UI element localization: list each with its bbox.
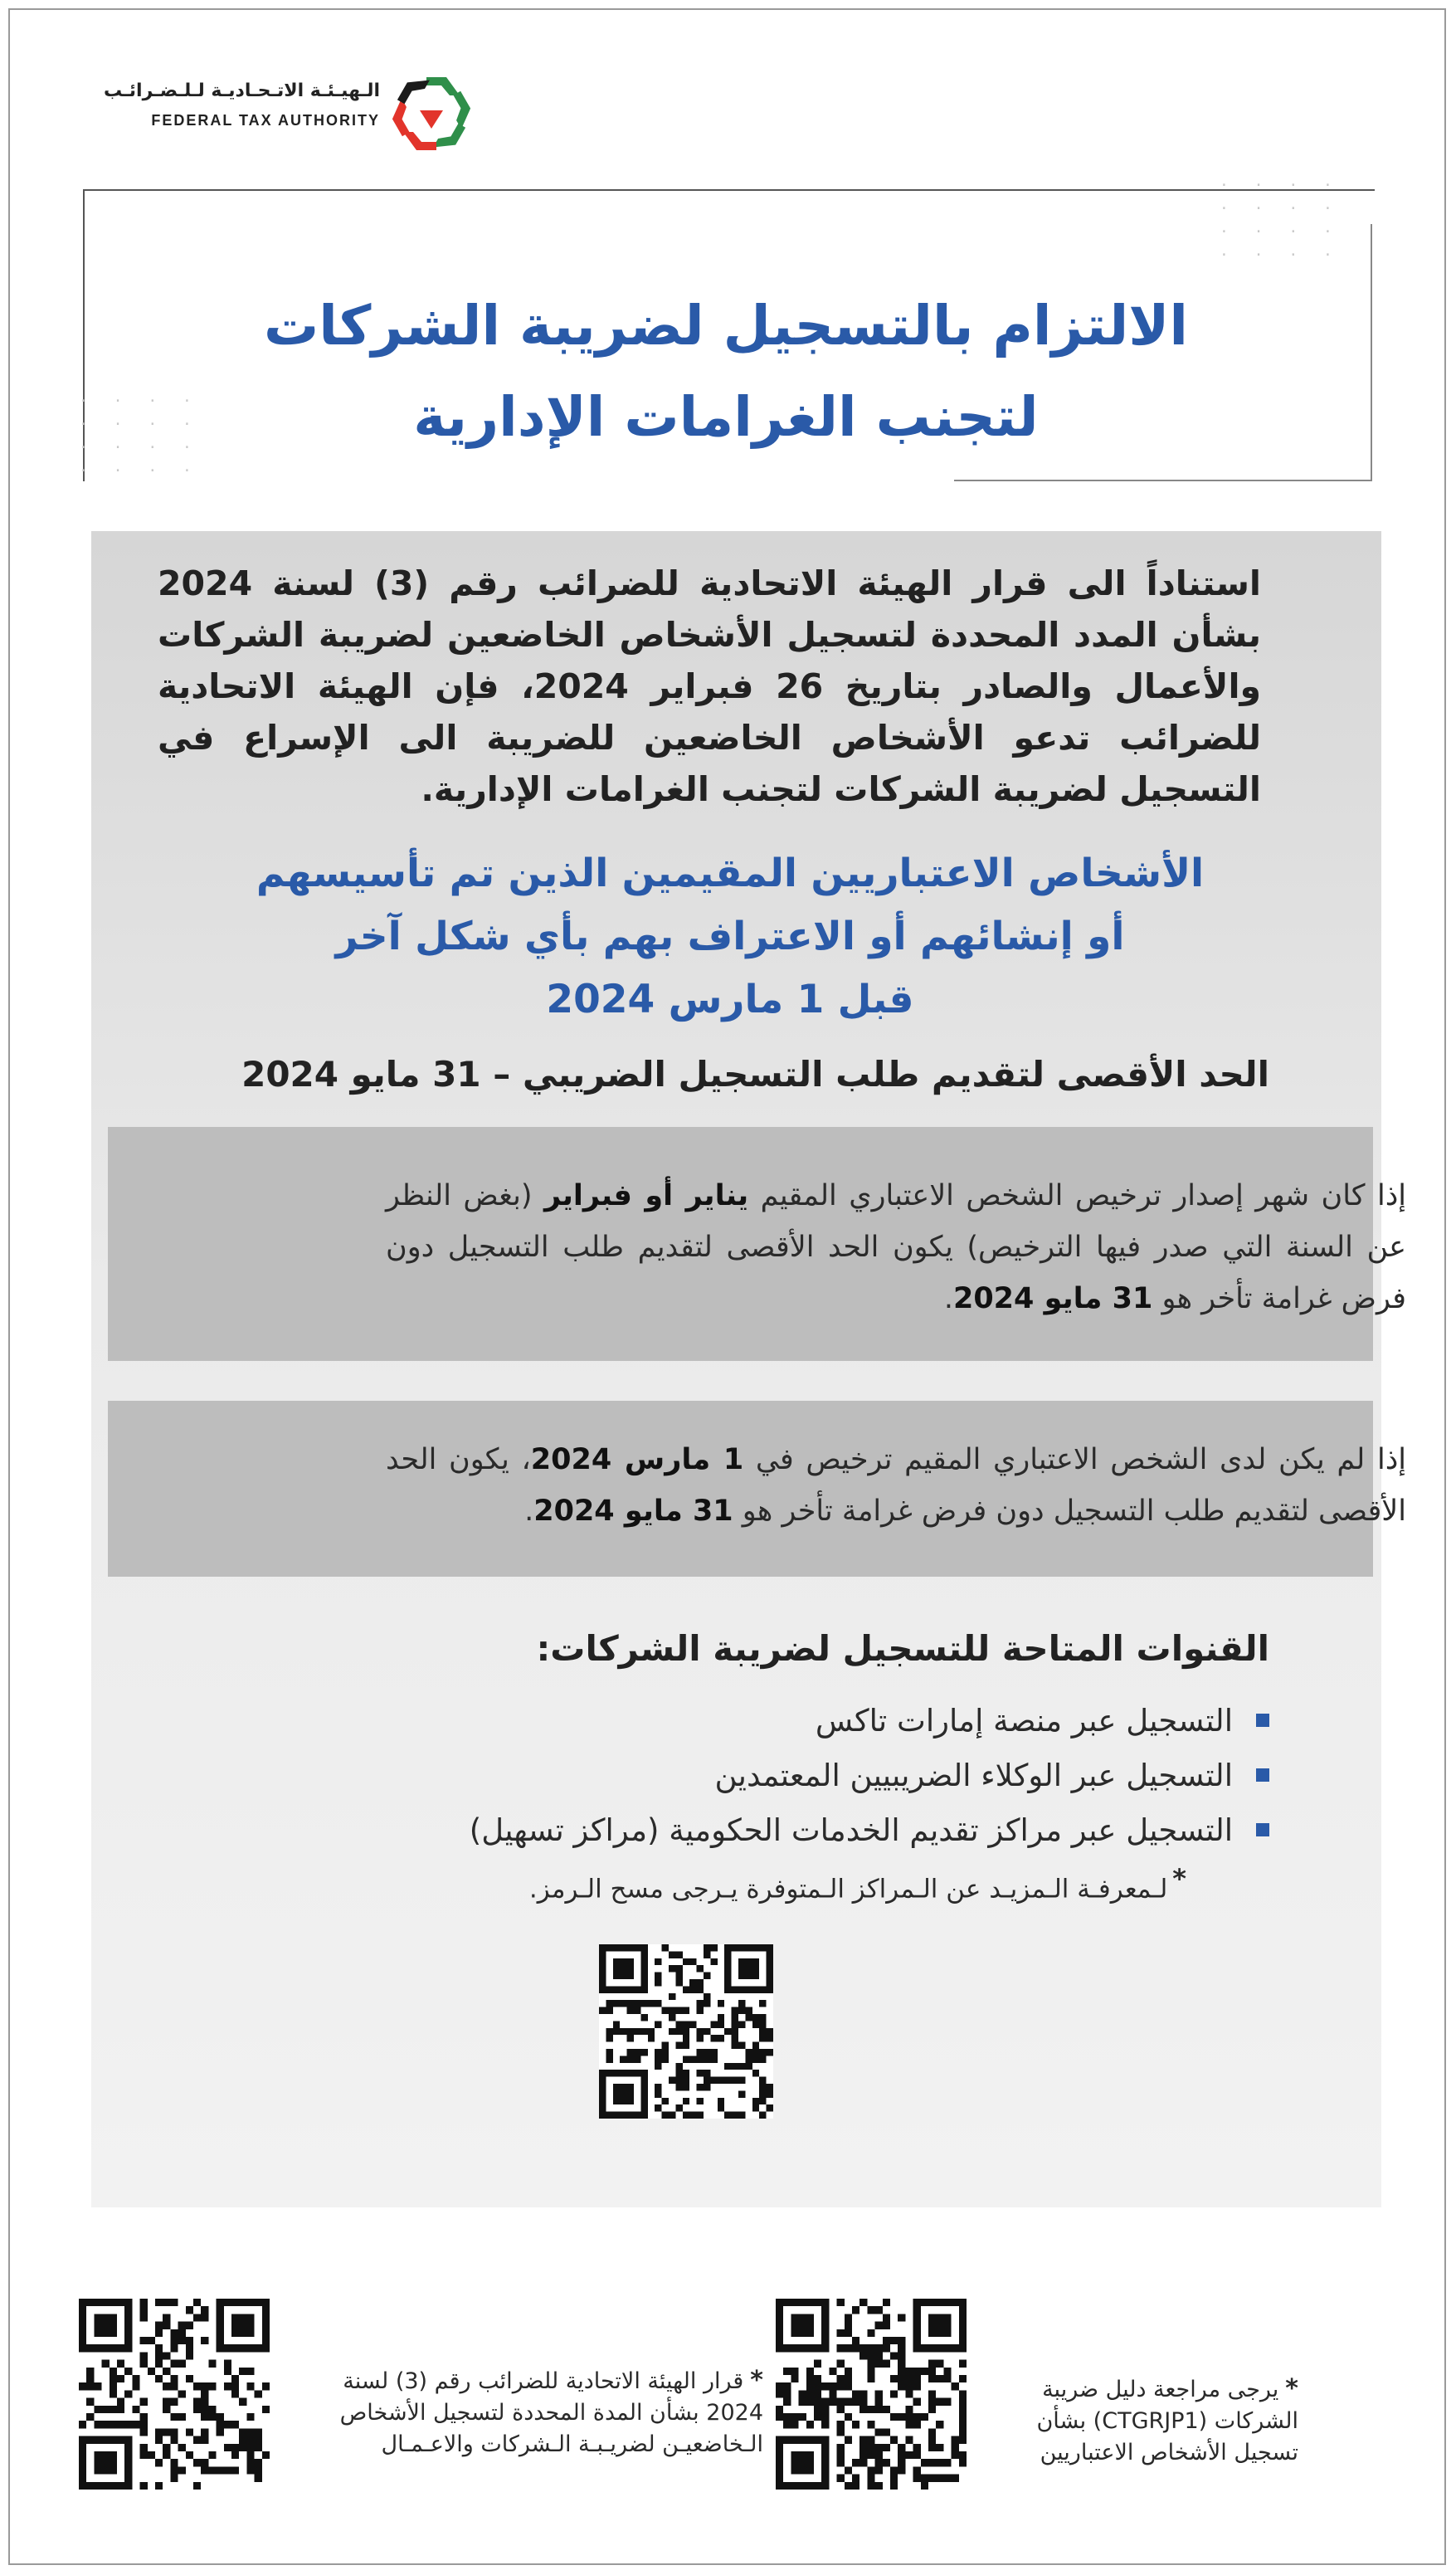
intro-paragraph: استناداً الى قرار الهيئة الاتحادية للضرائب رقم (3) لسنة 2024 بشأن المدد المحددة لتسجيل الأشخاص الخاضعين لضريبة الشركات والأعمال والصادر بتاريخ 26 فبراير 2024، فإن الهيئة الاتحادية للضرائب تدعو الأشخاص الخاضعين للضريبة الى الإسراع في التسجيل لضريبة الشركات لتجنب الغرامات الإدارية. [158,563,1261,809]
guide-qr-code-icon[interactable] [776,2299,967,2490]
channel-label: التسجيل عبر الوكلاء الضريبيين المعتمدين [714,1757,1233,1793]
list-item [249,1748,1269,1802]
fta-logo [91,79,473,158]
deadline-heading: الحد الأقصى لتقديم طلب التسجيل الضريبي – 31 مايو 2024 [241,1054,1269,1095]
centers-note [249,1863,1186,1904]
decision-footnote [290,2365,763,2460]
case-1-part-3: . [943,1282,953,1315]
guide-footnote [983,2373,1298,2469]
title-frame-right-edge [1371,224,1372,480]
square-bullet-icon [1256,1823,1269,1836]
fta-emblem-icon [390,72,473,155]
case-1-part-2: (بغض النظر عن السنة التي صدر فيها الترخيص) يكون الحد الأقصى لتقديم طلب التسجيل دون فرض غرامة تأخر هو [386,1179,1406,1315]
logo-english-text: FEDERAL TAX AUTHORITY [151,112,380,129]
square-bullet-icon [1256,1768,1269,1782]
title-frame-bottom-edge [954,480,1372,481]
case-2-bold-2: 31 مايو 2024 [533,1495,733,1528]
case-2-bold-1: 1 مارس 2024 [530,1443,744,1476]
target-group-line-1: الأشخاص الاعتباريين المقيمين الذين تم تأسيسهم [256,851,1205,896]
target-group-line-2: أو إنشائهم أو الاعتراف بهم بأي شكل آخر [335,914,1125,959]
decision-footnote-text: قرار الهيئة الاتحادية للضرائب رقم (3) لسنة 2024 بشأن المدة المحددة لتسجيل الأشخاص الـخاضعيـن لضريـبـة الـشركات والاعـمـال [339,2368,763,2457]
list-item [249,1802,1269,1857]
guide-footnote-text: يرجى مراجعة دليل ضريبة الشركات (CTGRJP1) بشأن تسجيل الأشخاص الاعتباريين [1036,2377,1298,2465]
target-group-heading [191,842,1269,1031]
case-1-text [386,1170,1406,1324]
case-2-part-1: إذا لم يكن لدى الشخص الاعتباري المقيم ترخيص في [743,1443,1406,1476]
logo-arabic-text: الـهيـئـة الاتـحـاديـة لـلـضـرائـب [103,80,380,101]
decorative-dots-left: · · · · · · · · · · · · · · · · [79,393,200,480]
case-2-part-3: . [524,1495,534,1528]
case-2-part-2: ، يكون الحد الأقصى لتقديم طلب التسجيل دون فرض غرامة تأخر هو [386,1443,1406,1528]
channels-heading: القنوات المتاحة للتسجيل لضريبة الشركات: [536,1628,1269,1669]
centers-qr-code-icon[interactable] [599,1944,773,2119]
asterisk: * [1285,2374,1298,2403]
case-2-text [386,1434,1406,1537]
decorative-dots-top: · · · · · · · · · · · · · · · · [1220,177,1341,264]
list-item [249,1693,1269,1748]
centers-note-text: لـمعرفـة الـمزيـد عن الـمراكز الـمتوفرة يـرجى مسح الـرمز. [528,1874,1168,1904]
title-line-1: الالتزام بالتسجيل لضريبة الشركات [263,294,1189,358]
case-1-part-1: إذا كان شهر إصدار ترخيص الشخص الاعتباري المقيم [748,1179,1407,1212]
channels-list [249,1693,1269,1857]
case-1-bold-1: يناير أو فبراير [544,1179,749,1212]
channel-label: التسجيل عبر مراكز تقديم الخدمات الحكومية (مراكز تسهيل) [469,1812,1233,1848]
title-line-2: لتجنب الغرامات الإدارية [413,385,1039,449]
target-group-line-3: قبل 1 مارس 2024 [546,977,914,1022]
asterisk: * [750,2366,763,2395]
decision-qr-code-icon[interactable] [79,2299,270,2490]
square-bullet-icon [1256,1714,1269,1727]
case-1-bold-2: 31 مايو 2024 [952,1282,1153,1315]
channel-label: التسجيل عبر منصة إمارات تاكس [815,1702,1233,1739]
page-title [166,280,1286,463]
asterisk: * [1172,1863,1186,1895]
